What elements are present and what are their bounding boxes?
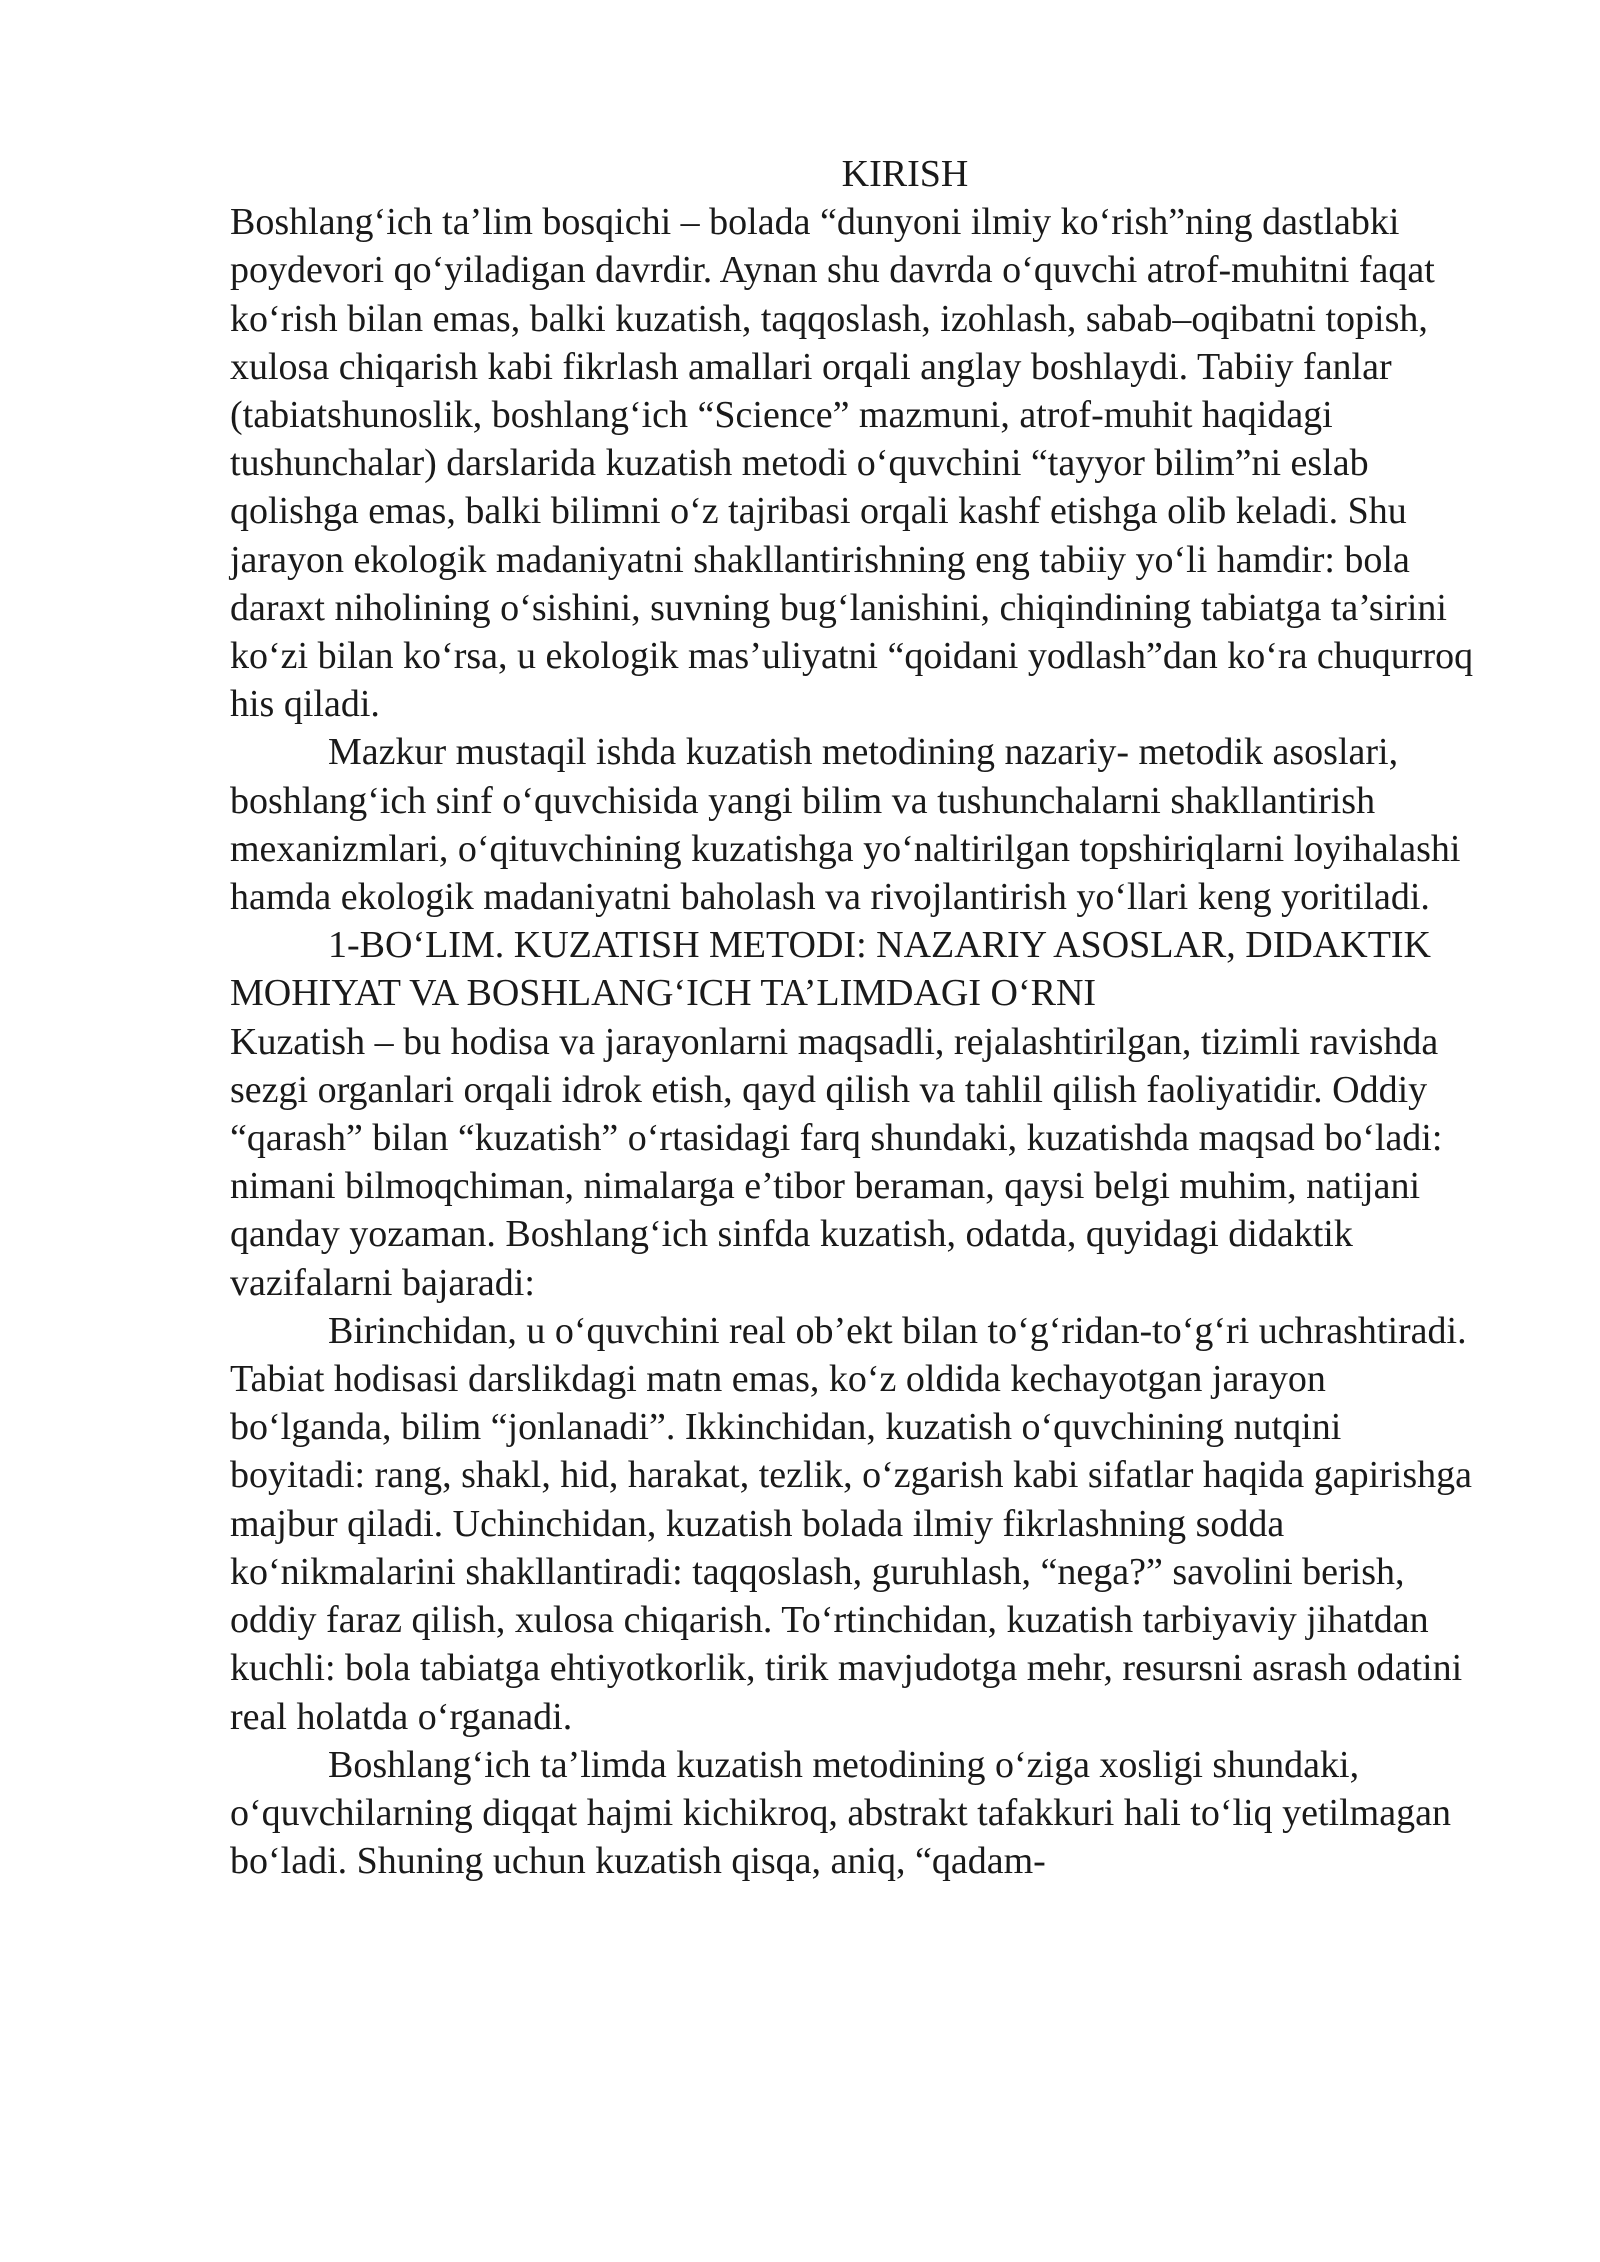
section-heading: 1-BO‘LIM. KUZATISH METODI: NAZARIY ASOSLAR, DIDAKTIK MOHIYAT VA BOSHLANG‘ICH TA’LIMDAGI O‘RNI xyxy=(230,924,1432,1015)
definition-paragraph: Kuzatish – bu hodisa va jarayonlarni maqsadli, rejalashtirilgan, tizimli ravishda sezgi organlari orqali idrok etish, qayd qilish va tahlil qilish faoliyatidir. Oddiy “qarash” bilan “kuzatish” o‘rtasidagi farq shundaki, kuzatishda maqsad bo‘ladi: nimani bilmoqchiman, nimalarga e’tibor beraman, qaysi belgi muhim, natijani qanday yozaman. Boshlang‘ich sinfda kuzatish, odatda, quyidagi didaktik vazifalarni bajaradi: xyxy=(230,1020,1443,1304)
specifics-paragraph: Boshlang‘ich ta’limda kuzatish metodining o‘ziga xosligi shundaki, o‘quvchilarning diqqat hajmi kichikroq, abstrakt tafakkuri hali to‘liq yetilmagan bo‘ladi. Shuning uchun kuzatish qisqa, aniq, “qadam- xyxy=(230,1743,1451,1883)
aim-paragraph: Mazkur mustaqil ishda kuzatish metodining nazariy- metodik asoslari, boshlang‘ich sinf o‘quvchisida yangi bilim va tushunchalarni shakllantirish mexanizmlari, o‘qituvchining kuzatishga yo‘naltirilgan topshiriqlarni loyihalashi hamda ekologik madaniyatni baholash va rivojlantirish yo‘llari keng yoritiladi. xyxy=(230,731,1461,919)
functions-paragraph: Birinchidan, u o‘quvchini real ob’ekt bilan to‘g‘ridan-to‘g‘ri uchrashtiradi. Tabiat hodisasi darslikdagi matn emas, ko‘z oldida kechayotgan jarayon bo‘lganda, bilim “jonlanadi”. Ikkinchidan, kuzatish o‘quvchining nutqini boyitadi: rang, shakl, hid, harakat, tezlik, o‘zgarish kabi sifatlar haqida gapirishga majbur qiladi. Uchinchidan, kuzatish bolada ilmiy fikrlashning sodda ko‘nikmalarini shakllantiradi: taqqoslash, guruhlash, “nega?” savolini berish, oddiy faraz qilish, xulosa chiqarish. To‘rtinchidan, kuzatish tarbiyaviy jihatdan kuchli: bola tabiatga ehtiyotkorlik, tirik mavjudotga mehr, resursni asrash odatini real holatda o‘rganadi. xyxy=(230,1309,1472,1738)
page-title: KIRISH xyxy=(841,153,969,195)
intro-paragraph: Boshlang‘ich ta’lim bosqichi – bolada “dunyoni ilmiy ko‘rish”ning dastlabki poydevori qo‘yiladigan davrdir. Aynan shu davrda o‘quvchi atrof-muhitni faqat ko‘rish bilan emas, balki kuzatish, taqqoslash, izohlash, sabab–oqibatni topish, xulosa chiqarish kabi fikrlash amallari orqali anglay boshlaydi. Tabiiy fanlar (tabiatshunoslik, boshlang‘ich “Science” mazmuni, atrof-muhit haqidagi tushunchalar) darslarida kuzatish metodi o‘quvchini “tayyor bilim”ni eslab qolishga emas, balki bilimni o‘z tajribasi orqali kashf etishga olib keladi. Shu jarayon ekologik madaniyatni shakllantirishning eng tabiiy yo‘li hamdir: bola daraxt niholining o‘sishini, suvning bug‘lanishini, chiqindining tabiatga ta’sirini ko‘zi bilan ko‘rsa, u ekologik mas’uliyatni “qoidani yodlash”dan ko‘ra chuqurroq his qiladi. xyxy=(230,201,1474,726)
document-body xyxy=(230,150,1480,1885)
